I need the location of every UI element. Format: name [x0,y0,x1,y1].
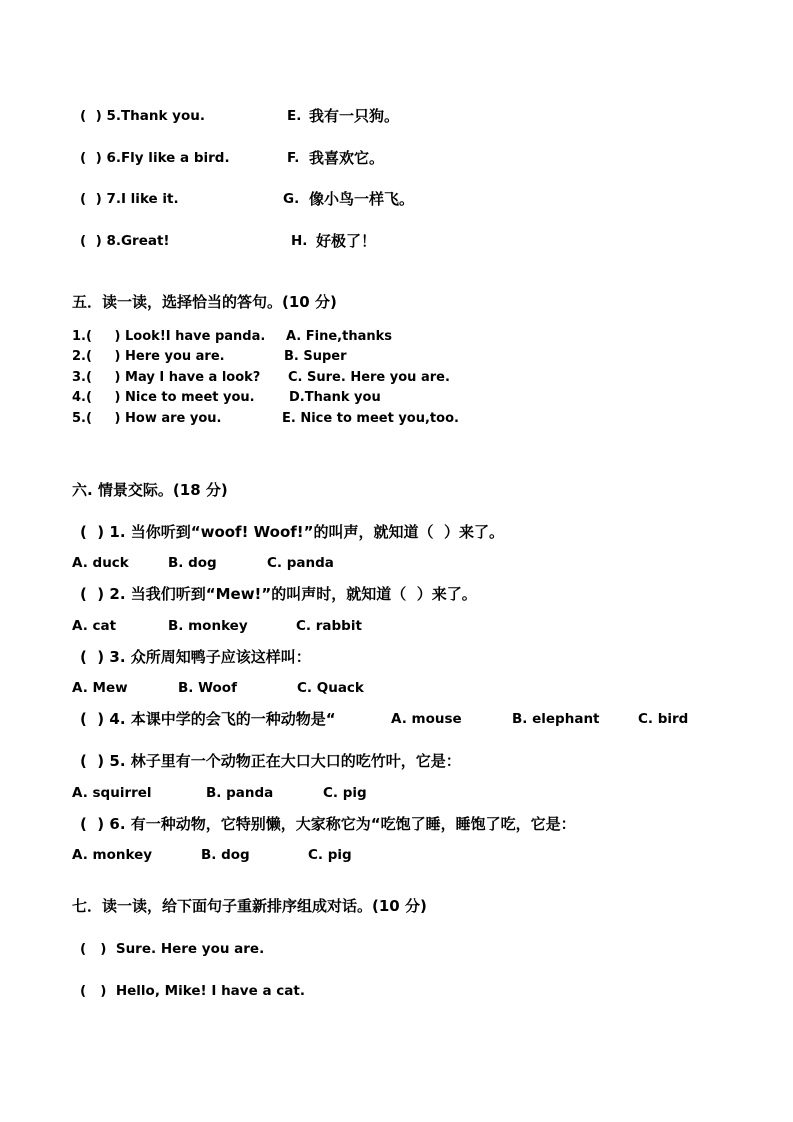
section6-q3: ( ) 3. 众所周知鸭子应该这样叫： [80,648,311,666]
section5-q2: 2.( ) Here you are. [72,349,225,364]
section6-q6-option-b: B. dog [201,847,250,863]
section5-q3: 3.( ) May I have a look? [72,370,261,385]
matching-right-f: 我喜欢它。 [309,149,385,167]
section5-q1: 1.( ) Look!I have panda. [72,329,266,344]
section6-q6-option-c: C. pig [308,847,352,863]
section7-item-2: ( ) Hello, Mike! I have a cat. [80,983,305,999]
section6-q6: ( ) 6. 有一种动物，它特别懒，大家称它为“吃饱了睡，睡饱了吃，它是： [80,815,576,833]
section6-q4-option-a: A. mouse [391,711,462,727]
matching-letter-g: G. [283,191,300,207]
section5-title: 五．读一读，选择恰当的答句。(10 分) [72,293,337,311]
section5-d: D.Thank you [289,390,381,405]
section5-b: B. Super [284,349,347,364]
matching-left-6: ( ) 6.Fly like a bird. [80,150,230,166]
section6-q2: ( ) 2. 当我们听到“Mew!”的叫声时，就知道（ ）来了。 [80,585,477,603]
section7-item-1: ( ) Sure. Here you are. [80,941,265,957]
matching-right-e: 我有一只狗。 [309,107,400,125]
matching-left-5: ( ) 5.Thank you. [80,108,205,124]
section7-title: 七．读一读，给下面句子重新排序组成对话。(10 分) [72,897,427,915]
matching-letter-h: H. [291,233,308,249]
section6-q1-option-c: C. panda [267,555,334,571]
matching-left-8: ( ) 8.Great! [80,233,170,249]
section6-q5-option-c: C. pig [323,785,367,801]
section6-q1-option-a: A. duck [72,555,129,571]
matching-letter-f: F. [287,150,300,166]
matching-letter-e: E. [287,108,302,124]
section6-q3-option-a: A. Mew [72,680,128,696]
section6-q1: ( ) 1. 当你听到“woof! Woof!”的叫声，就知道（ ）来了。 [80,523,504,541]
section5-q4: 4.( ) Nice to meet you. [72,390,255,405]
section6-q4: ( ) 4. 本课中学的会飞的一种动物是“ [80,710,336,728]
section6-q4-option-b: B. elephant [512,711,600,727]
section5-c: C. Sure. Here you are. [288,370,450,385]
section6-q6-option-a: A. monkey [72,847,153,863]
matching-left-7: ( ) 7.I like it. [80,191,179,207]
section5-q5: 5.( ) How are you. [72,411,222,426]
section6-q3-option-b: B. Woof [178,680,237,696]
section6-q2-option-b: B. monkey [168,618,248,634]
section5-a: A. Fine,thanks [286,329,392,344]
section6-title: 六. 情景交际。(18 分) [72,481,228,499]
section6-q3-option-c: C. Quack [297,680,364,696]
section6-q5-option-b: B. panda [206,785,274,801]
section6-q4-option-c: C. bird [638,711,689,727]
matching-right-g: 像小鸟一样飞。 [309,190,415,208]
section6-q5: ( ) 5. 林子里有一个动物正在大口大口的吃竹叶，它是： [80,752,461,770]
section6-q2-option-c: C. rabbit [296,618,362,634]
section6-q1-option-b: B. dog [168,555,217,571]
section6-q2-option-a: A. cat [72,618,117,634]
section6-q5-option-a: A. squirrel [72,785,152,801]
section5-e: E. Nice to meet you,too. [282,411,459,426]
matching-right-h: 好极了！ [316,232,377,250]
